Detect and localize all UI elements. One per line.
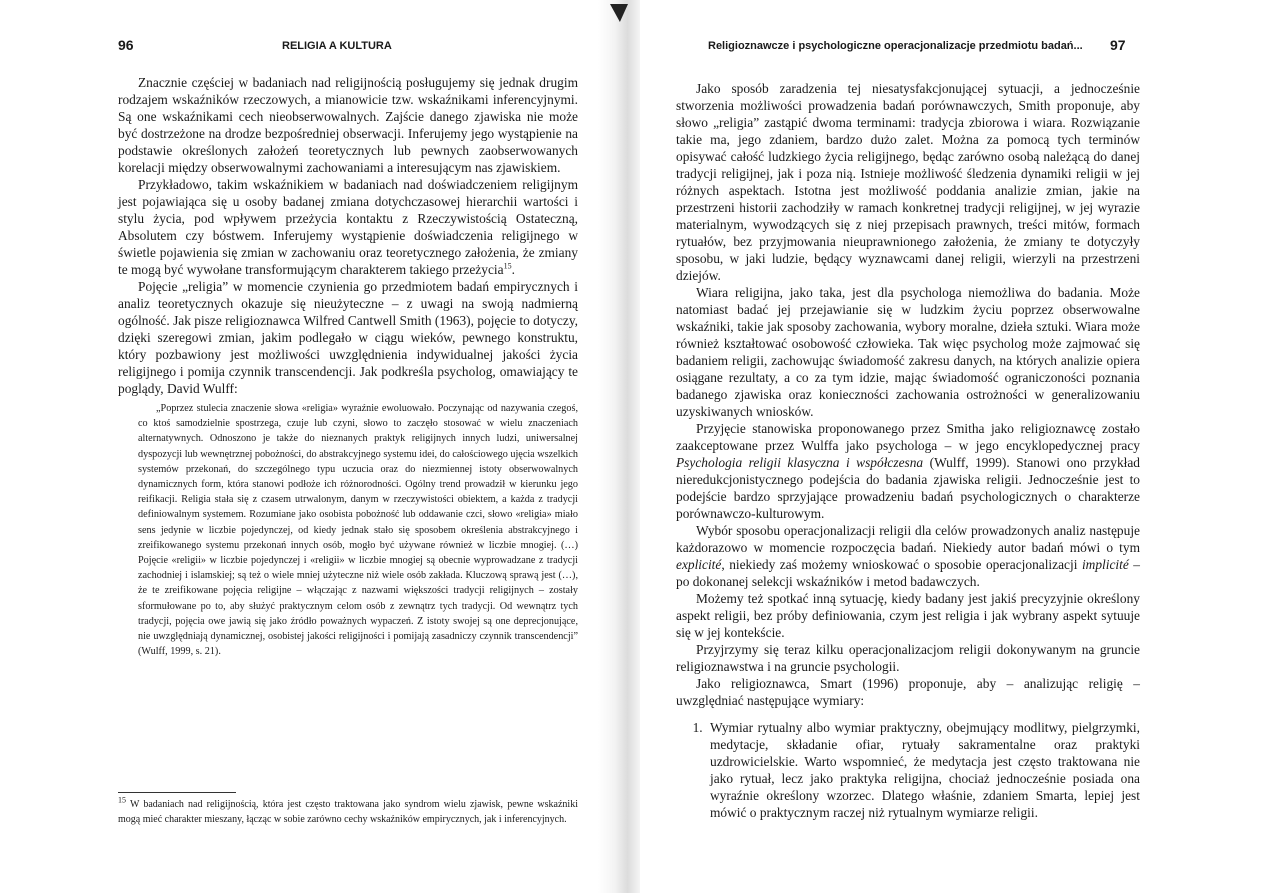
book-title: Psychologia religii klasyczna i współczesna — [676, 455, 924, 470]
running-head-left: RELIGIA A KULTURA — [282, 40, 392, 52]
left-paragraph-3: Pojęcie „religia” w momencie czynienia go przedmiotem badań empirycznych i analiz teoretycznych okazuje się nieużyteczne – z uwagi na swoją nadmierną ogólność. Jak pisze religioznawca Wilfred Cantwell Smith (1963), pojęcie to dotyczy, dzięki szeregowi zmian, jakim podlegało w ciągu wieków, pewnego konstruktu, który pozbawiony jest możliwości uwzględnienia indywidualnej jakości życia religijnego i pomija czynnik transcendencji. Jak podkreśla psycholog, omawiający te poglądy, David Wulff: — [118, 279, 578, 396]
right-paragraph-4: Wybór sposobu operacjonalizacji religii dla celów prowadzonych analiz następuje każdorazowo w momencie rozpoczęcia badań. Niekiedy autor badań mówi o tym explicité, niekiedy zaś możemy wnioskować o sposobie operacjonalizacji implicité – po dokonanej selekcji wskaźników i metod badawczych. — [676, 523, 1140, 589]
left-paragraph-1: Znacznie częściej w badaniach nad religijnością posługujemy się jednak drugim rodzajem wskaźników rzeczowych, a mianowicie tzw. wskaźnikami inferencyjnymi. Są one wskaźnikami cech nieobserwowalnych. Zajście danego zjawiska nie może być dostrzeżone na drodze bezpośredniej obserwacji. Inferujemy jego wystąpienie na podstawie określonych założeń teoretycznych lub pewnych zaobserwowanych korelacji między obserwowalnymi zachowaniami a interesującym nas zjawiskiem. — [118, 75, 578, 175]
quote-text: „Poprzez stulecia znaczenie słowa «religia» wyraźnie ewoluowało. Poczynając od nazywania czegoś, co ktoś samodzielnie spostrzega, czuje lub czyni, słowo to zaczęło stosować w wielu znaczeniach alternatywnych. Odnoszono je także do nieznanych praktyk religijnych innych ludzi, uniwersalnej dyspozycji lub wewnętrznej pobożności, do abstrakcyjnego systemu idei, do całościowego ujęcia wszelkich systemów przekonań, do szczególnego typu uczucia oraz do niezmiennej istoty obserwowalnych dynamicznych form, która stanowi podłoże ich różnorodności. Ogólny trend prowadził w kierunku jego reifikacji. Religia stała się z czasem utrwalonym, danym w rzeczywistości obiektem, a każda z tradycji definiowalnym systemem. Rozumiane jako osobista pobożność lub oddawanie czci, słowo «religia» miało sens jedynie w liczbie pojedynczej, od kiedy jednak stało się sposobem określenia abstrakcyjnego i zreifikowanego systemu przekonań innych osób, mogło być używane również w liczbie mnogiej. (…) Pojęcie «religii» w liczbie pojedynczej i «religii» w liczbie mnogiej są obecnie wyprowadzane z tradycji zachodniej i islamskiej; są też o wiele mniej użyteczne niż wiele osób zakłada. Kluczową sprawą jest (…), że te zreifikowane pojęcia religijne – włączając z nazwami większości tradycji religijnych – zostały sformułowane po to, aby służyć praktycznym celom osób z zewnątrz tych tradycji. Od wewnątrz tych tradycji, pojęcia owe jawią się jako źródło poważnych wypaczeń. Z istoty swojej są one deprecjonujące, nie uwzględniają dynamicznej, osobistej jakości religijności i pomijają zasadniczy czynnik transcendencji” (Wulff, 1999, s. 21). — [138, 403, 578, 658]
footnote-text: W badaniach nad religijnością, która jest często traktowana jako syndrom wielu zjawisk, pewne wskaźniki mogą mieć charakter mieszany, łącząc w sobie zarówno cechy wskaźników empirycznych, jak i inferencyjnych. — [118, 799, 578, 825]
left-paragraph-2: Przykładowo, takim wskaźnikiem w badaniach nad doświadczeniem religijnym jest pojawiająca się u osoby badanej zmiana dotychczasowej hierarchii wartości i stylu życia, pod wpływem przeżycia kontaktu z Rzeczywistością Ostateczną, Absolutem czy bóstwem. Inferujemy wystąpienie doświadczenia religijnego w świetle pojawienia się zmian w zachowaniu oraz teoretycznego założenia, że zmiany te mogą być wywołane transformującym charakterem takiego przeżycia$^{15}$. — [118, 177, 578, 277]
footnote — [118, 795, 578, 827]
page-number-left: 96 — [118, 37, 134, 53]
left-body — [118, 74, 578, 659]
block-quote — [138, 401, 578, 659]
dimensions-list — [676, 719, 1140, 821]
right-paragraph-5: Możemy też spotkać inną sytuację, kiedy badany jest jakiś precyzyjnie określony aspekt religii, bez próby definiowania, czym jest religia i jak wybrany aspekt sytuuje się w jej kontekście. — [676, 591, 1140, 640]
list-item: 1. Wymiar rytualny albo wymiar praktyczny, obejmujący modlitwy, pielgrzymki, medytacje, składanie ofiar, rytuały sakramentalne oraz praktyki uzdrowicielskie. Warto wspomnieć, że medytacja jest często traktowana nie jako rytuał, lecz jako praktyka religijna, chociaż jednocześnie posiada ona wyraźnie określony wzorzec. Dlatego właśnie, zdaniem Smarta, lepiej jest mówić o praktycznym raczej niż rytualnym wymiarze religii. — [706, 719, 1140, 821]
running-head-right: Religioznawcze i psychologiczne operacjonalizacje przedmiotu badań... — [708, 40, 1083, 52]
footnote-reference: 15 — [503, 261, 512, 271]
right-paragraph-6: Przyjrzymy się teraz kilku operacjonalizacjom religii dokonywanym na gruncie religioznawstwa i na gruncie psychologii. — [676, 642, 1140, 674]
right-paragraph-7: Jako religioznawca, Smart (1996) proponuje, aby – analizując religię – uwzględniać następujące wymiary: — [676, 676, 1140, 708]
right-paragraph-3: Przyjęcie stanowiska proponowanego przez Smitha jako religioznawcę zostało zaakceptowane przez Wulffa jako psychologa – w jego encyklopedycznej pracy Psychologia religii klasyczna i współczesna (Wulff, 1999). Stanowi ono przykład nieredukcjonistycznego podejścia do badania zjawiska religii. Jednocześnie jest to podejście bardzo sprzyjające prowadzeniu badań psychologicznych o charakterze porównawczo-kulturowym. — [676, 421, 1140, 521]
page-number-right: 97 — [1110, 37, 1126, 53]
right-page — [640, 0, 1263, 893]
book-gutter — [598, 0, 640, 893]
footnote-marker: 15 — [118, 795, 126, 805]
footnote-divider — [118, 792, 236, 793]
right-paragraph-1: Jako sposób zaradzenia tej niesatysfakcjonującej sytuacji, a jednocześnie stworzenia możliwości prowadzenia badań porównawczych, Smith proponuje, aby słowo „religia” zastąpić dwoma terminami: tradycja zbiorowa i wiara. Rozwiązanie takie ma, jego zdaniem, bardzo dużo zalet. Można za pomocą tych terminów opisywać całość ludzkiego życia religijnego, będąc zarówno osobą należącą do danej tradycji religijnej, jak i poza nią. Istnieje możliwość śledzenia dynamiki religii w jej różnych aspektach. Istotna jest możliwość poddania analizie zmian, jakie na przestrzeni historii zachodziły w ramach konkretnej tradycji religijnej, w jej wyrazie materialnym, wywodzących się z niej przepisach prawnych, treści mitów, formach rytuałów, bez przyjmowania nieuprawnionego założenia, że zmiany te dotyczyły sposobu, w jaki ludzie, będący wyznawcami danej religii, wierzyli na przestrzeni dziejów. — [676, 81, 1140, 283]
right-body — [676, 80, 1140, 821]
left-page — [0, 0, 600, 893]
right-paragraph-2: Wiara religijna, jako taka, jest dla psychologa niemożliwa do badania. Może natomiast badać jej przejawianie się w ludzkim życiu poprzez obserwowalne wskaźniki, takie jak sposoby zachowania, wybory moralne, dzieła sztuki. Wiara może również kształtować osobowość człowieka. Tak więc psycholog może zajmować się badaniem religii, zachowując świadomość zakresu danych, na których analizie opiera osiągane rezultaty, a co za tym idzie, mając świadomość ograniczoności poznania badanego zjawiska oraz konieczności zachowania ostrożności w generalizowaniu uzyskiwanych wniosków. — [676, 285, 1140, 419]
